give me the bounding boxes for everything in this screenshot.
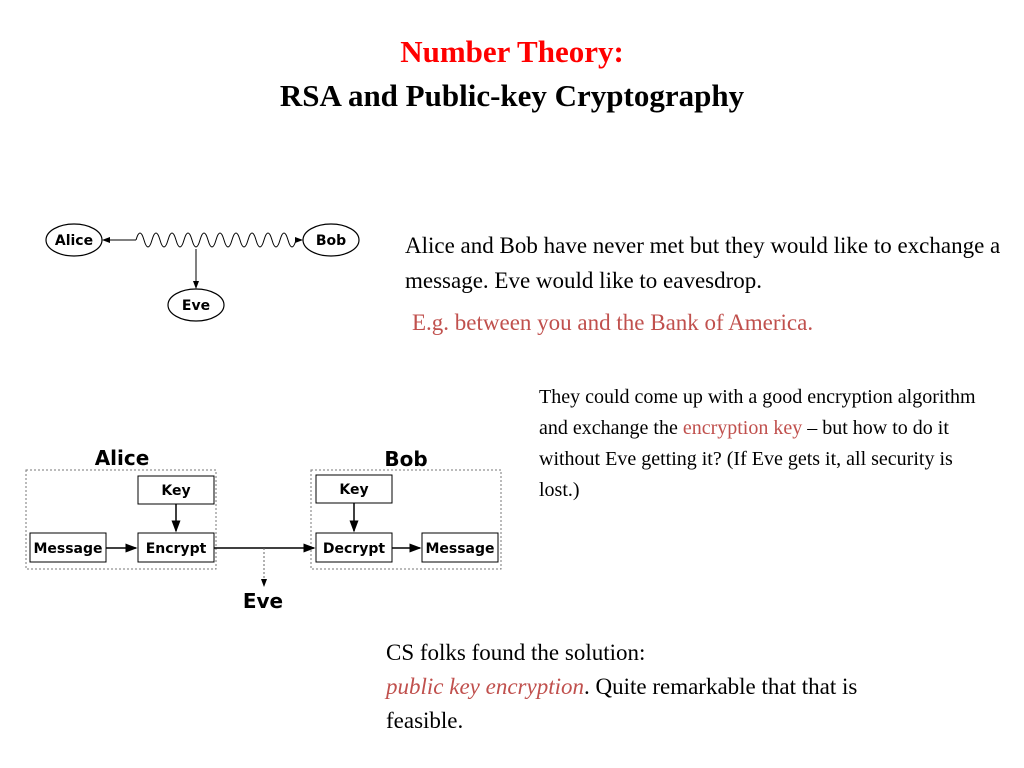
intro-paragraph	[405, 228, 1017, 340]
eve-section-title: Eve	[242, 589, 284, 613]
solution-text: . Quite remarkable that that is feasible.	[386, 674, 858, 733]
bob-section-title: Bob	[384, 447, 428, 471]
intro-text: Alice and Bob have never met but they would like to exchange a message. Eve would like to eavesdrop.	[405, 233, 1001, 293]
alice-key-label: Key	[161, 483, 191, 499]
bob-message-label: Message	[425, 541, 495, 557]
encryption-flow-diagram	[20, 440, 510, 620]
key-exchange-text-1: They could come up with a good encryption algorithm and exchange the	[539, 386, 976, 439]
alice-section-title: Alice	[94, 446, 150, 470]
alice-message-label: Message	[33, 541, 103, 557]
encryption-key-term: encryption key	[682, 417, 803, 439]
solution-line1: CS folks found the solution:	[386, 640, 646, 665]
encrypt-label: Encrypt	[145, 541, 207, 557]
bob-key-label: Key	[339, 482, 369, 498]
slide-title-line1: Number Theory:	[400, 34, 624, 69]
key-exchange-text-2: – but how to do it without Eve getting it? (If Eve gets it, all security is lost.)	[539, 417, 953, 501]
slide-title-line2: RSA and Public-key Cryptography	[279, 78, 745, 113]
bob-node-label: Bob	[315, 233, 347, 249]
alice-bob-eve-diagram	[40, 215, 370, 330]
bank-example: E.g. between you and the Bank of America.	[412, 310, 814, 335]
wavy-channel	[136, 233, 296, 247]
eve-node-label: Eve	[181, 298, 211, 314]
solution-paragraph	[386, 636, 886, 738]
public-key-encryption-term: public key encryption	[386, 674, 584, 699]
decrypt-label: Decrypt	[322, 541, 386, 557]
alice-node-label: Alice	[54, 233, 94, 249]
solution-rest	[386, 670, 886, 738]
key-exchange-paragraph	[539, 382, 979, 506]
